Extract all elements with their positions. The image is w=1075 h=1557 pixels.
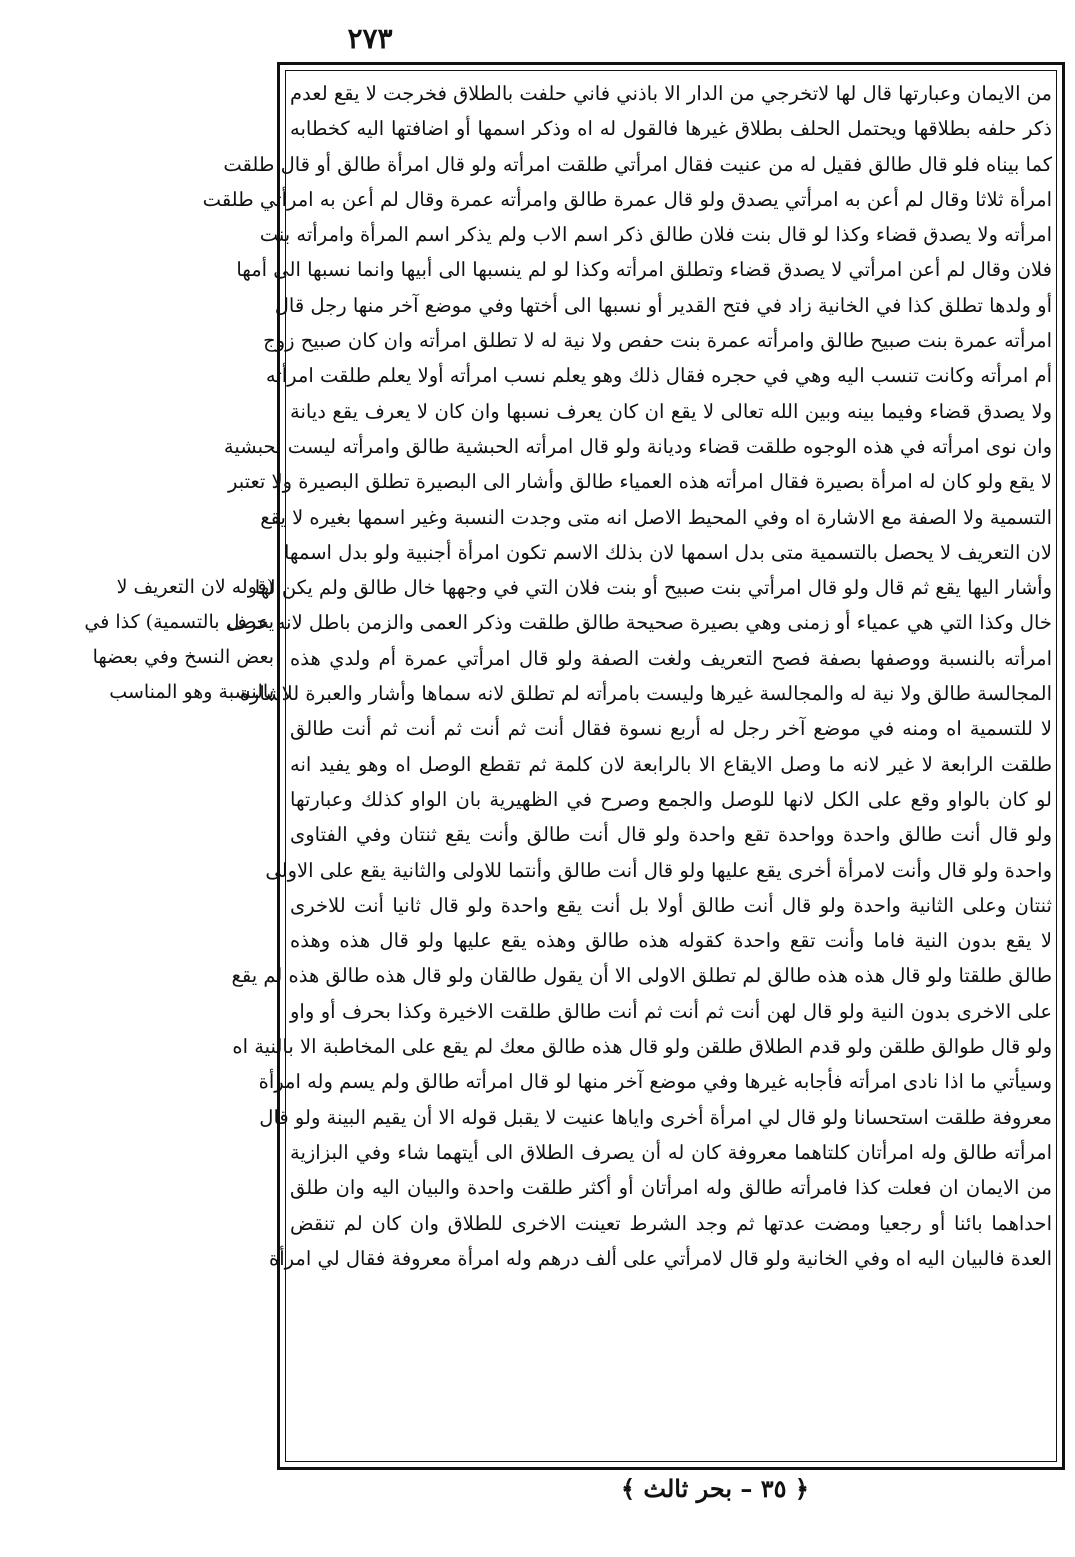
text-line: على الاخرى بدون النية ولو قال لهن أنت ثم أنت ثم أنت طالق طلقت الاخيرة وكذا بحرف أو واو xyxy=(290,999,1052,1023)
text-line: المجالسة طالق ولا نية له والمجالسة غيرها وليست بامرأته لم تطلق لانه سماها وأشار والعبرة للاشارة xyxy=(239,682,1052,706)
text-line xyxy=(290,1311,1052,1346)
text-line: طالق طلقتا ولو قال هذه هذه طالق لم تطلق الاولى الا أن يقول طالقان ولو قال هذه طالق هذه لم يقع xyxy=(231,964,1052,988)
text-line xyxy=(290,1276,1052,1311)
text-line: واحدة ولو قال وأنت لامرأة أخرى يقع عليها ولو قال أنت طالق وأنتما للاولى والثانية يقع على الاولى xyxy=(265,858,1052,882)
text-line: ولو قال طوالق طلقن ولو قدم الطلاق طلقن ولو قال هذه طالق معك لم يقع على المخاطبة الا بالنية اه xyxy=(232,1035,1052,1059)
text-line: معروفة طلقت استحسانا ولو قال لي امرأة أخرى واياها عنيت لا يقبل قوله الا أن يقيم البينة ولو قال xyxy=(259,1105,1052,1129)
text-line: لا يقع بدون النية فاما وأنت تقع واحدة كقوله هذه طالق وهذه يقع عليها ولو قال هذه وهذه xyxy=(290,929,1052,953)
text-line xyxy=(290,1417,1052,1452)
text-line: ولا يصدق قضاء وفيما بينه وبين الله تعالى لا يقع ان كان يعرف نسبها وان كان لا يعرف يقع ديانة xyxy=(290,399,1052,423)
margin-note-line: بالنسبة وهو المناسب xyxy=(109,681,274,703)
text-line: ذكر حلفه بطلاقها ويحتمل الحلف بطلاق غيرها فالقول له اه وذكر اسمها أو اضافتها اليه كخطابه xyxy=(290,117,1052,141)
page-footer: ﴿ ٣٥ – بحر ثالث ﴾ xyxy=(621,1474,809,1503)
text-line: امرأته عمرة بنت صبيح طالق وامرأته عمرة بنت حفص ولا نية له لا تطلق امرأته وان كان صبيح زوج xyxy=(263,329,1052,353)
text-line: خال وكذا التي هي عمياء أو زمنى وهي بصيرة صحيحة طالق طلقت وذكر العمى والزمن باطل لانه عرف xyxy=(226,611,1052,635)
margin-note-line: يحصل بالتسمية) كذا في xyxy=(84,611,274,633)
text-line: لو كان بالواو وقع على الكل لانها للوصل والجمع وصرح في الظهيرية بان الواو كذلك وعبارتها xyxy=(290,787,1052,811)
text-line: امرأته ولا يصدق قضاء وكذا لو قال بنت فلان طالق ذكر اسم الاب ولم يذكر اسم المرأة وامرأته بنت xyxy=(259,223,1052,247)
text-line: احداهما بائنا أو رجعيا ومضت عدتها ثم وجد الشرط تعينت الاخرى للطلاق وان كان لم تنقض xyxy=(290,1211,1052,1235)
text-line: ولو قال أنت طالق واحدة وواحدة تقع واحدة ولو قال أنت طالق وأنت يقع ثنتان وفي الفتاوى xyxy=(290,823,1052,847)
text-line: ثنتان وعلى الثانية واحدة ولو قال أنت طالق أولا بل أنت يقع واحدة ولو قال ثانيا أنت للاخرى xyxy=(290,893,1052,917)
text-line: أم امرأته وكانت تنسب اليه وهي في حجره فقال ذلك وهو يعلم نسب امرأته أولا يعلم طلقت امرأته xyxy=(265,364,1052,388)
text-line xyxy=(290,1382,1052,1417)
text-line: التسمية ولا الصفة مع الاشارة اه وفي المحيط الاصل انه متى وجدت النسبة وغير اسمها بغيره لا يقع xyxy=(260,505,1052,529)
text-line: امرأة ثلاثا وقال لم أعن به امرأتي يصدق ولو قال عمرة طالق وامرأته عمرة وقال لم أعن به امرأتي طلقت xyxy=(202,187,1052,211)
text-line: من الايمان ان فعلت كذا فامرأته طالق وله امرأتان أو أكثر طلقت واحدة والبيان اليه وان طلق xyxy=(290,1176,1052,1200)
text-line: امرأته بالنسبة ووصفها بصفة فصح التعريف ولغت الصفة ولو قال امرأتي عمرة أم ولدي هذه xyxy=(290,646,1052,670)
text-line: امرأته طالق وله امرأتان كلتاهما معروفة كان له أن يصرف الطلاق الى أيتهما شاء وفي البزازية xyxy=(290,1140,1052,1164)
page-number: ٢٧٣ xyxy=(347,22,393,55)
text-line: لا يقع ولو كان له امرأة بصيرة فقال امرأته هذه العمياء طالق وأشار الى البصيرة تطلق البصيرة ولا تعتبر xyxy=(227,470,1052,494)
text-line: أو ولدها تطلق كذا في الخانية زاد في فتح القدير أو نسبها الى أختها وفي موضع آخر منها رجل قال xyxy=(274,293,1052,317)
text-line xyxy=(290,1347,1052,1382)
text-line: فلان وقال لم أعن امرأتي لا يصدق قضاء وتطلق امرأته وكذا لو لم ينسبها الى أبيها وانما نسبها الى أمها xyxy=(236,258,1052,282)
text-line: العدة فالبيان اليه اه وفي الخانية ولو قال لامرأتي على ألف درهم وله امرأة معروفة فقال لي امرأة xyxy=(269,1246,1052,1270)
margin-note-line: بعض النسخ وفي بعضها xyxy=(92,646,274,668)
margin-note-line: (قوله لان التعريف لا xyxy=(116,576,274,598)
text-line: وأشار اليها يقع ثم قال ولو قال امرأتي بنت صبيح أو بنت فلان التي في وجهها خال طالق ولم يكن لها xyxy=(254,576,1052,600)
text-line: طلقت الرابعة لا غير لانه ما وصل الايقاع الا بالرابعة لان كلمة ثم تقطع الوصل اه وهو يفيد انه xyxy=(290,752,1052,776)
text-line: لان التعريف لا يحصل بالتسمية متى بدل اسمها لان بذلك الاسم تكون امرأة أجنبية ولو بدل اسمها xyxy=(283,540,1052,564)
text-line: كما بيناه فلو قال طالق فقيل له من عنيت فقال امرأتي طلقت امرأته ولو قال امرأة طالق أو قال طلقت xyxy=(223,152,1052,176)
text-line: لا للتسمية اه ومنه في موضع آخر رجل له أربع نسوة فقال أنت ثم أنت ثم أنت ثم أنت طالق xyxy=(290,717,1052,741)
text-line: وسيأتي ما اذا نادى امرأته فأجابه غيرها وفي موضع آخر منها لو قال امرأته طالق ولم يسم وله امرأة xyxy=(258,1070,1052,1094)
text-line: من الايمان وعبارتها قال لها لاتخرجي من الدار الا باذني فاني حلفت بالطلاق فخرجت لا يقع لعدم xyxy=(290,82,1052,105)
main-text-block xyxy=(202,76,1052,1458)
text-line: وان نوى امرأته في هذه الوجوه طلقت قضاء وديانة ولو قال امرأته الحبشية طالق وامرأته ليست بحبشية xyxy=(223,434,1052,458)
